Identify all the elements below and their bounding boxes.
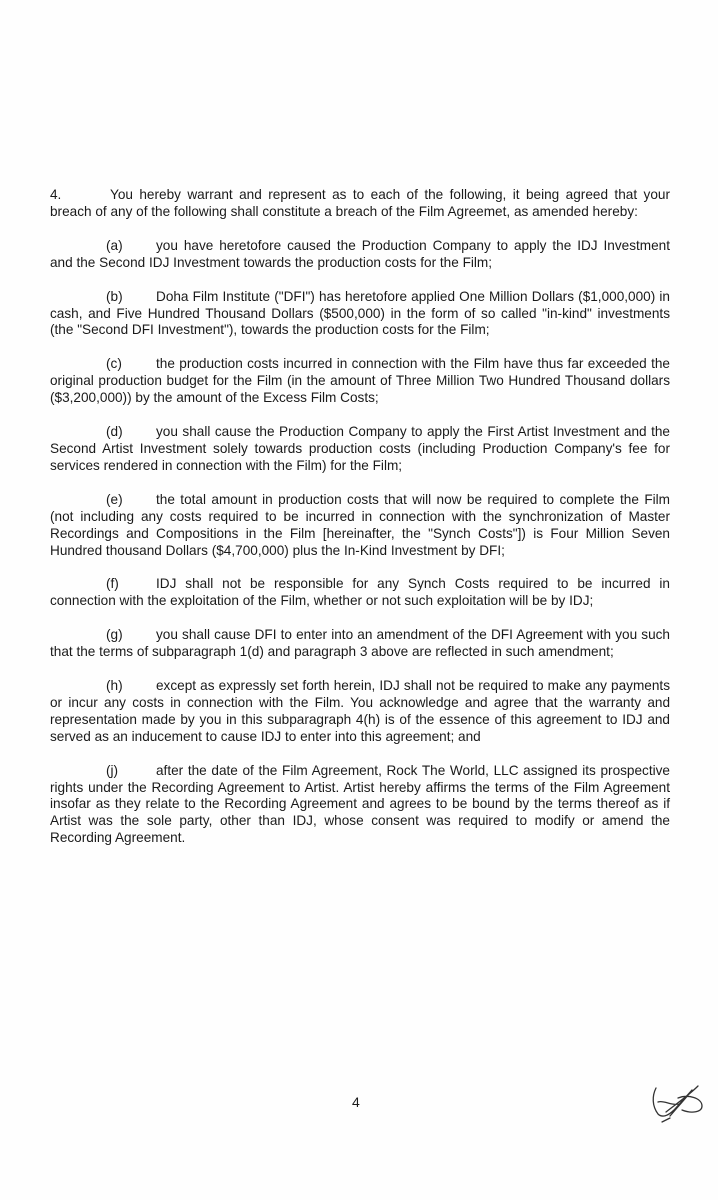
subparagraph-text: the production costs incurred in connection with the Film have thus far exceeded the original production budget for the Film (in the amount of Three Million Two Hundred Thousand dollars ($3,200,000)) by the amount of the Excess Film Costs; xyxy=(50,356,670,406)
subparagraph-b xyxy=(50,289,670,340)
document-body xyxy=(50,187,670,864)
subparagraph-text: the total amount in production costs that will now be required to complete the Film (not including any costs required to be incurred in connection with the synchronization of Master Recordings and Compositions in the Film [hereinafter, the "Synch Costs"]) is Four Million Seven Hundred thousand Dollars ($4,700,000) plus the In-Kind Investment by DFI; xyxy=(50,491,670,558)
subparagraph-j xyxy=(50,763,670,848)
subparagraph-text: you shall cause the Production Company to apply the First Artist Investment and the Second Artist Investment solely towards production costs (including Production Company's fee for services rendered in connection with the Film) for the Film; xyxy=(50,424,670,473)
subparagraph-e xyxy=(50,492,670,560)
subparagraph-a xyxy=(50,238,670,272)
subparagraph-text: you shall cause DFI to enter into an amendment of the DFI Agreement with you such that the terms of subparagraph 1(d) and paragraph 3 above are reflected in such amendment; xyxy=(50,627,670,660)
subparagraph-label: (a) xyxy=(106,237,123,253)
subparagraph-h xyxy=(50,678,670,746)
subparagraph-c xyxy=(50,356,670,407)
section-number: 4. xyxy=(50,187,62,202)
subparagraph-label: (b) xyxy=(106,288,123,304)
subparagraph-text: after the date of the Film Agreement, Rock The World, LLC assigned its prospective rights under the Recording Agreement to Artist. Artist hereby affirms the terms of the Film Agreement insofar as they relate to the Recording Agreement and agrees to be bound by the terms thereof as if Artist was the sole party, other than IDJ, whose consent was required to modify or amend the Recording Agreement. xyxy=(50,762,670,846)
handwritten-initials-icon xyxy=(648,1082,706,1124)
section-4-intro xyxy=(50,187,670,221)
subparagraph-text: Doha Film Institute ("DFI") has heretofore applied One Million Dollars ($1,000,000) in cash, and Five Hundred Thousand Dollars ($500,000) in the form of so called "in-kind" investments (the "Second DFI Investment"), towards the production costs for the Film; xyxy=(50,288,670,338)
subparagraph-text: you have heretofore caused the Production Company to apply the IDJ Investment and the Second IDJ Investment towards the production costs for the Film; xyxy=(50,237,670,270)
subparagraph-g xyxy=(50,627,670,661)
subparagraph-text: except as expressly set forth herein, IDJ shall not be required to make any payments or incur any costs in connection with the Film. You acknowledge and agree that the warranty and representation made by you in this subparagraph 4(h) is of the essence of this agreement to IDJ and served as an inducement to cause IDJ to enter into this agreement; and xyxy=(50,678,670,744)
subparagraph-label: (e) xyxy=(106,491,123,507)
subparagraph-label: (c) xyxy=(106,356,122,372)
subparagraph-label: (j) xyxy=(106,762,119,778)
subparagraph-label: (f) xyxy=(106,576,119,592)
subparagraph-label: (d) xyxy=(106,424,123,440)
subparagraph-label: (g) xyxy=(106,627,123,643)
subparagraph-f xyxy=(50,576,670,610)
subparagraph-text: IDJ shall not be responsible for any Synch Costs required to be incurred in connection with the exploitation of the Film, whether or not such exploitation will be by IDJ; xyxy=(50,576,670,609)
section-intro-text: You hereby warrant and represent as to each of the following, it being agreed that your breach of any of the following shall constitute a breach of the Film Agreemet, as amended hereby: xyxy=(50,187,670,219)
page-number: 4 xyxy=(352,1094,360,1110)
subparagraph-d xyxy=(50,424,670,475)
subparagraph-label: (h) xyxy=(106,678,123,694)
